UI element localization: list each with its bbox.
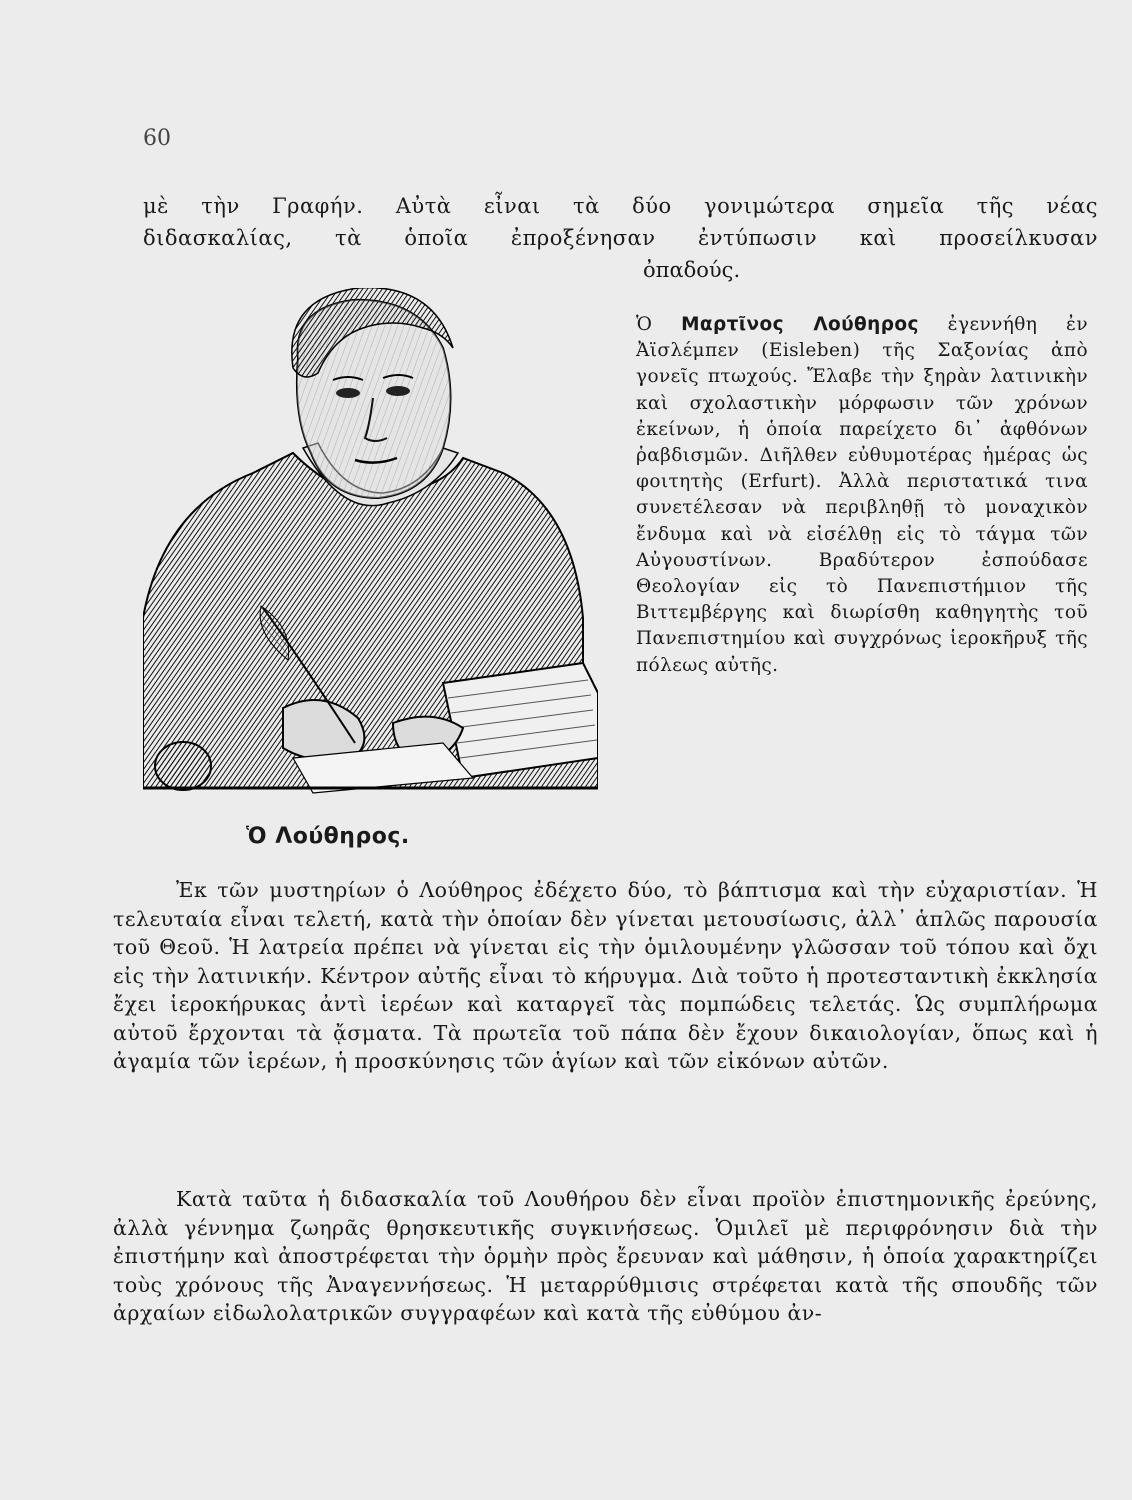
intro-paragraph	[143, 190, 1098, 254]
portrait-engraving	[143, 288, 598, 798]
body-paragraph: Κατὰ ταῦτα ἡ διδασκαλία τοῦ Λουθήρου δὲν εἶναι προϊὸν ἐπιστημονικῆς ἐρεύνης, ἀλλὰ γέννημα ζωηρᾶς θρησκευτικῆς συγκινήσεως. Ὁμιλεῖ μὲ περιφρόνησιν διὰ τὴν ἐπιστήμην καὶ ἀποστρέφεται τὴν ὁρμὴν πρὸς ἔρευναν καὶ μάθησιν, ἡ ὁποία χαρακτηρίζει τοὺς χρόνους τῆς Ἀναγεννήσεως. Ἡ μεταρρύθμισις στρέφεται κατὰ τῆς σπουδῆς τῶν ἀρχαίων εἰδωλολατρικῶν συγγραφέων καὶ κατὰ τῆς εὐθύμου ἀν-	[113, 1187, 1098, 1325]
bio-text: ἐγεννήθη ἐν Ἀϊσλέμπεν (Eisleben) τῆς Σαξονίας ἀπὸ γονεῖς πτωχούς. Ἔλαβε τὴν ξηρὰν λατινικὴν καὶ σχολαστικὴν μόρφωσιν τῶν χρόνων ἐκείνων, ἡ ὁποία παρείχετο δι᾽ ἀφθόνων ῥαβδισμῶν. Διῆλθεν εὐθυμοτέρας ἡμέρας ὡς φοιτητὴς (Erfurt). Ἀλλὰ περιστατικά τινα συνετέλεσαν νὰ περιβληθῇ τὸ μοναχικὸν ἔνδυμα καὶ νὰ εἰσέλθῃ εἰς τὸ τάγμα τῶν Αὐγουστίνων. Βραδύτερον ἐσπούδασε Θεολογίαν εἰς τὸ Πανεπιστήμιον τῆς Βιττεμβέργης καὶ διωρίσθη καθηγητὴς τοῦ Πανεπιστημίου καὶ συγχρόνως ἱεροκῆρυξ τῆς πόλεως αὐτῆς.	[636, 314, 1089, 676]
biography-paragraph	[636, 312, 1088, 679]
body-paragraph: Ἐκ τῶν μυστηρίων ὁ Λούθηρος ἐδέχετο δύο, τὸ βάπτισμα καὶ τὴν εὐχαριστίαν. Ἡ τελευταία εἶναι τελετή, κατὰ τὴν ὁποίαν δὲν γίνεται μετουσίωσις, ἀλλ᾽ ἁπλῶς παρουσία τοῦ Θεοῦ. Ἡ λατρεία πρέπει νὰ γίνεται εἰς τὴν ὁμιλουμένην γλῶσσαν τοῦ τόπου καὶ ὄχι εἰς τὴν λατινικήν. Κέντρον αὐτῆς εἶναι τὸ κήρυγμα. Διὰ τοῦτο ἡ προτεσταντικὴ ἐκκλησία ἔχει ἱεροκήρυκας ἀντὶ ἱερέων καὶ καταργεῖ τὰς πομπώδεις τελετάς. Ὡς συμπλήρωμα αὐτοῦ ἔρχονται τὰ ᾄσματα. Τὰ πρωτεῖα τοῦ πάπα δὲν ἔχουν δικαιολογίαν, ὅπως καὶ ἡ ἀγαμία τῶν ἱερέων, ἡ προσκύνησις τῶν ἁγίων καὶ τῶν εἰκόνων αὐτῶν.	[113, 878, 1098, 1073]
page-number: 60	[143, 126, 171, 151]
bio-name-prefix: Ὁ	[636, 314, 653, 335]
luther-portrait	[143, 288, 598, 798]
portrait-caption: Ὁ Λούθηρος.	[246, 824, 410, 849]
intro-line-3: ὀπαδούς.	[643, 258, 741, 282]
intro-line-1: μὲ τὴν Γραφήν. Αὐτὰ εἶναι τὰ δύο γονιμώτερα σημεῖα τῆς νέας	[143, 194, 1098, 218]
bio-name: Μαρτῖνος Λούθηρος	[681, 314, 919, 335]
intro-line-2: διδασκαλίας, τὰ ὁποῖα ἐπροξένησαν ἐντύπωσιν καὶ προσείλκυσαν	[143, 226, 1098, 250]
